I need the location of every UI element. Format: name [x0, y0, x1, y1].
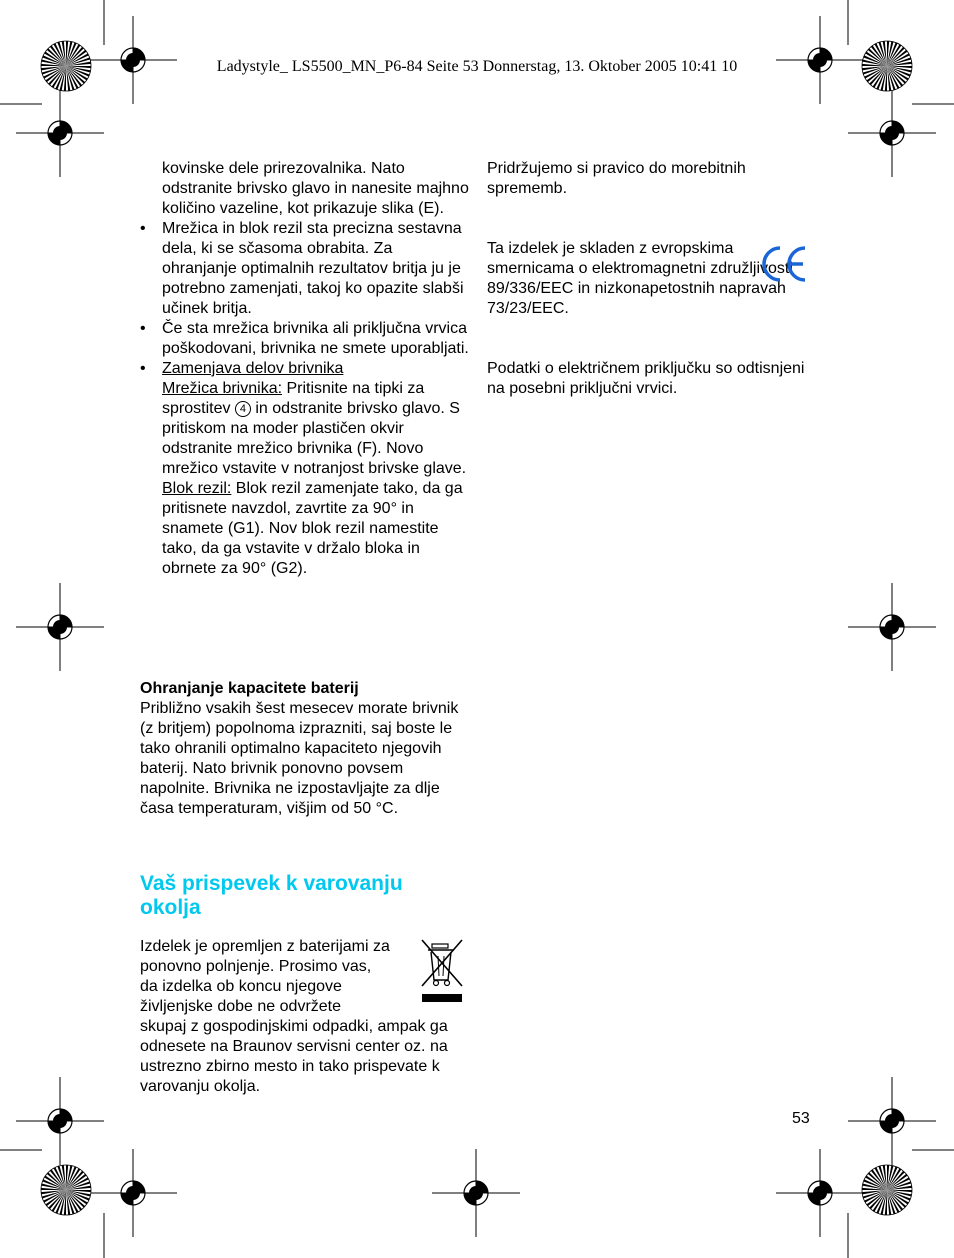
registration-target-icon [776, 1149, 864, 1237]
environment-heading: Vaš prispevek k varovanju okolja [140, 872, 403, 919]
registration-target-icon [848, 89, 936, 177]
registration-target-icon [432, 1149, 520, 1237]
print-header: Ladystyle_ LS5500_MN_P6-84 Seite 53 Donnerstag, 13. Oktober 2005 10:41 10 [216, 58, 738, 75]
page-number: 53 [792, 1110, 810, 1127]
circled-number: 4 [235, 401, 251, 417]
right-column [487, 159, 807, 399]
registration-target-icon [16, 89, 104, 177]
registration-target-icon [16, 1077, 104, 1165]
foil-text: in odstranite brivsko glavo. S pritiskom na moder plastičen okvir odstranite mrežico brivnika (F). Novo mrežico vstavite v notranjost brivske glave. [162, 400, 467, 477]
blade-label: Blok rezil: [162, 480, 232, 497]
bullet-item: • Mrežica in blok rezil sta precizna sestavna dela, ki se sčasoma obrabita. Za ohranjanje optimalnih rezultatov britja ju je potrebno zamenjati, takoj ko opazite slabši učinek britja. [140, 219, 470, 319]
compliance-text: Ta izdelek je skladen z evropskima smernicama o elektromagnetni združljivosti 89/336/EEC in nizkonapetostnih napravah 73/23/EEC. [487, 240, 793, 317]
electrical-note: Podatki o električnem priključku so odtisnjeni na posebni priključni vrvici. [487, 360, 805, 397]
battery-heading: Ohranjanje kapacitete baterij [140, 680, 359, 697]
starburst-icon [862, 1165, 912, 1215]
starburst-icon [41, 1165, 91, 1215]
maintenance-section [140, 159, 470, 579]
registration-target-icon [848, 1077, 936, 1165]
bullet-item [140, 359, 470, 379]
battery-section [140, 679, 470, 819]
changes-note: Pridržujemo si pravico do morebitnih sprememb. [487, 160, 746, 197]
weee-bin-icon [420, 938, 466, 1004]
foil-label: Mrežica brivnika: [162, 380, 283, 397]
ce-mark-icon [760, 243, 810, 285]
registration-target-icon [89, 1149, 177, 1237]
foil-text: Pritisnite na tipki za sprostitev [162, 380, 425, 417]
registration-target-icon [16, 583, 104, 671]
bullet-item: • Če sta mrežica brivnika ali priključna vrvica poškodovani, brivnika ne smete uporabljati. [140, 319, 470, 359]
battery-text: Približno vsakih šest mesecev morate brivnik (z britjem) popolnoma izprazniti, saj boste le tako ohranili optimalno kapaciteto njegovih baterij. Nato brivnik ponovno povsem napolnite. Brivnika ne izpostavljajte za dlje časa temperaturam, višjim od 50 °C. [140, 700, 459, 817]
environment-paragraph-text: Izdelek je opremljen z baterijami za ponovno polnjenje. Prosimo vas, da izdelka ob koncu njegove življenjske dobe ne odvržete skupaj z gospodinjskimi odpadki, ampak ga odnesete na Braunov servisni center oz. na ustrezno zbirno mesto in tako prispevate k varovanju okolja. [140, 938, 448, 1095]
blade-paragraph [140, 479, 470, 579]
registration-target-icon [848, 583, 936, 671]
replacement-title: Zamenjava delov brivnika [162, 360, 344, 377]
foil-paragraph [140, 379, 470, 479]
blade-text: Blok rezil zamenjate tako, da ga pritisnete navzdol, zavrtite za 90° in snamete (G1). Nov blok rezil namestite tako, da ga vstavite v držalo bloka in obrnete za 90° (G2). [162, 480, 463, 577]
paragraph: kovinske dele prirezovalnika. Nato odstranite brivsko glavo in nanesite majhno količino vazeline, kot prikazuje slika (E). [162, 160, 469, 217]
